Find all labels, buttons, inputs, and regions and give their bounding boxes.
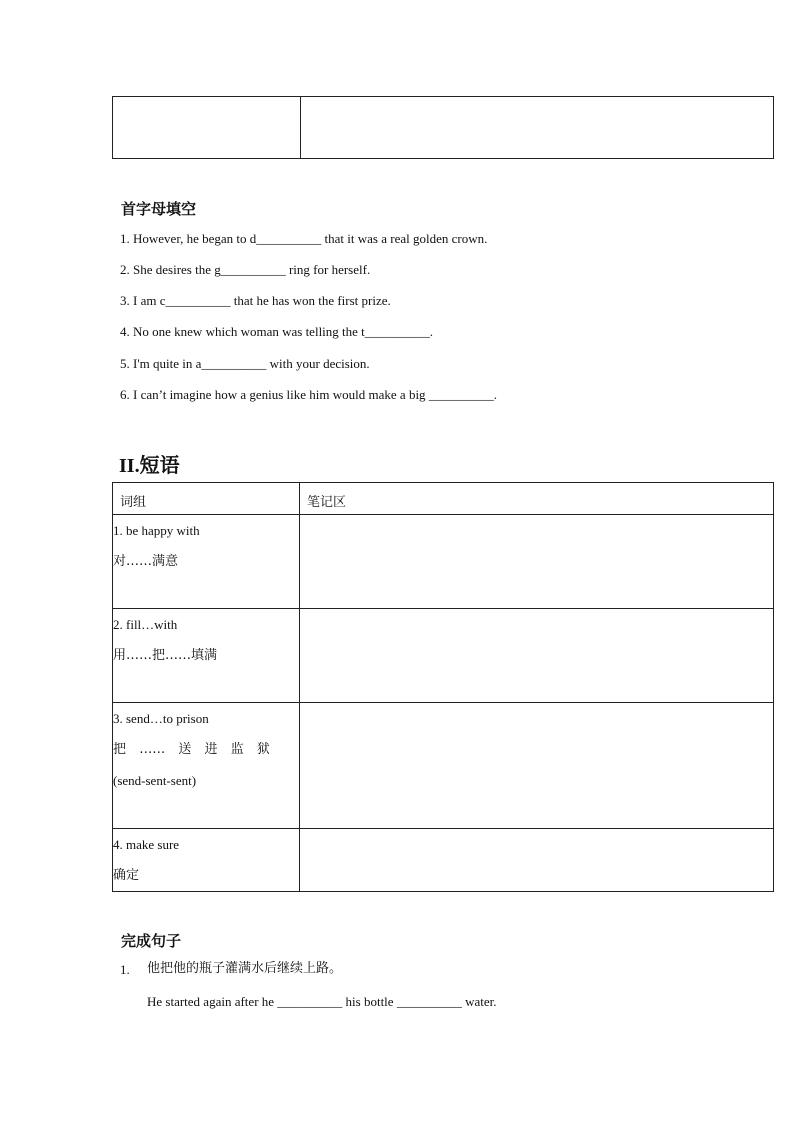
fill-item-6: 6. I can’t imagine how a genius like him would make a big __________. xyxy=(120,387,498,402)
phrase-zh: 对……满意 xyxy=(113,554,179,569)
phrase-zh-part: 狱 xyxy=(256,742,270,757)
phrase-cell-2 xyxy=(113,609,300,703)
phrase-extra: (send-sent-sent) xyxy=(113,773,197,788)
phrase-en: 2. fill…with xyxy=(113,617,178,632)
sentence-item-1-number: 1. xyxy=(120,962,130,977)
section-title-complete-sentences: 完成句子 xyxy=(121,932,182,950)
phrase-cell-3 xyxy=(113,703,300,829)
notes-cell-4 xyxy=(300,829,774,892)
phrase-zh xyxy=(113,734,270,765)
phrase-zh: 确定 xyxy=(113,868,140,883)
sentence-item-1-chinese: 他把他的瓶子灌满水后继续上路。 xyxy=(147,961,343,976)
phrase-zh-part: …… xyxy=(139,742,166,757)
phrase-zh-part: 进 xyxy=(204,742,218,757)
top-table xyxy=(112,96,774,159)
phrase-zh: 用……把……填满 xyxy=(113,648,218,663)
top-table-cell-left xyxy=(113,97,301,159)
notes-cell-1 xyxy=(300,515,774,609)
section-title-phrases: II.短语 xyxy=(119,455,180,477)
notes-cell-2 xyxy=(300,609,774,703)
phrase-en: 1. be happy with xyxy=(113,523,200,538)
phrase-en: 4. make sure xyxy=(113,837,180,852)
phrases-table xyxy=(112,482,774,892)
phrase-zh-part: 送 xyxy=(178,742,192,757)
phrase-cell-4 xyxy=(113,829,300,892)
top-table-cell-right xyxy=(301,97,774,159)
header-phrase-label: 词组 xyxy=(120,495,147,510)
fill-item-3: 3. I am c__________ that he has won the first prize. xyxy=(120,293,391,308)
header-phrase xyxy=(113,483,300,515)
notes-cell-3 xyxy=(300,703,774,829)
phrase-zh-part: 监 xyxy=(230,742,244,757)
phrase-cell-1 xyxy=(113,515,300,609)
phrase-zh-part: 把 xyxy=(113,742,127,757)
header-notes-label: 笔记区 xyxy=(307,495,347,510)
fill-item-5: 5. I'm quite in a__________ with your decision. xyxy=(120,356,370,371)
fill-item-2: 2. She desires the g__________ ring for herself. xyxy=(120,262,371,277)
fill-item-1: 1. However, he began to d__________ that it was a real golden crown. xyxy=(120,231,488,246)
fill-item-4: 4. No one knew which woman was telling the t__________. xyxy=(120,324,434,339)
sentence-item-1-english: He started again after he __________ his bottle __________ water. xyxy=(147,994,497,1009)
header-notes xyxy=(300,483,774,515)
phrase-en: 3. send…to prison xyxy=(113,711,209,726)
section-title-fill-first-letter: 首字母填空 xyxy=(121,200,197,218)
